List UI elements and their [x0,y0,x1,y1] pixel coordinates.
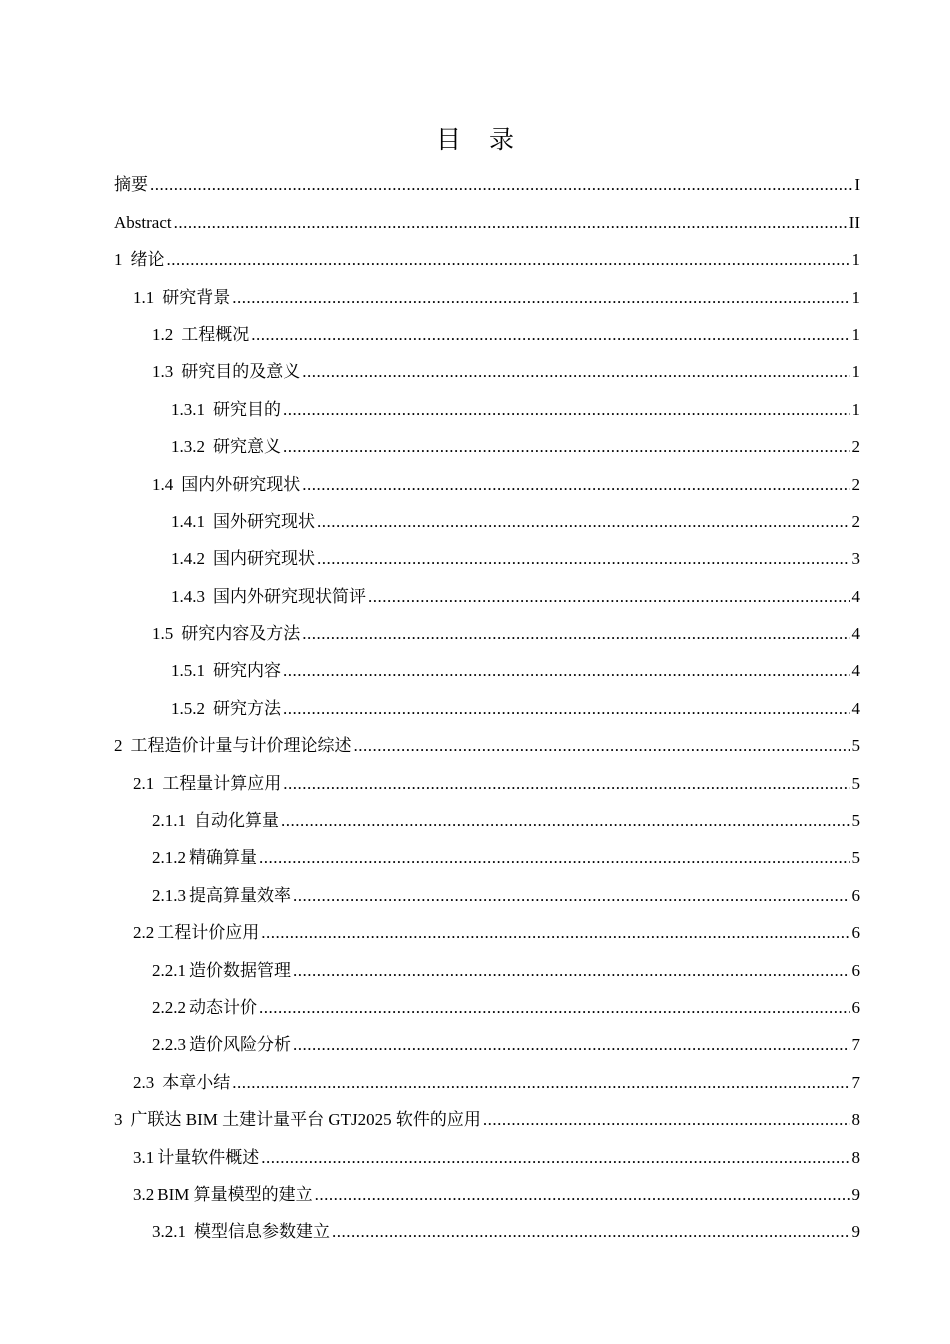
toc-dot-leader [317,512,850,532]
toc-entry[interactable] [114,912,860,949]
toc-entry-label [133,1185,313,1205]
toc-entry-page-number: 9 [851,1222,860,1242]
toc-entry[interactable] [114,1061,860,1098]
toc-entry-label [171,400,281,420]
toc-dot-leader [315,1185,850,1205]
toc-entry-number: 1 [114,250,123,270]
toc-entry-label [152,848,257,868]
toc-entry-page-number: 1 [851,399,860,419]
toc-entry[interactable] [114,687,860,724]
page-title [0,120,950,156]
toc-entry-label [171,699,281,719]
toc-dot-leader [293,1035,850,1055]
toc-entry-label [171,437,281,457]
toc-entry-number: 2.1.3 [152,885,186,905]
toc-entry[interactable] [114,800,860,837]
toc-entry-page-number: 6 [851,960,860,980]
toc-entry-text: 工程造价计量与计价理论综述 [130,736,352,756]
toc-dot-leader [167,250,850,270]
toc-dot-leader [232,288,849,308]
toc-dot-leader [354,736,850,756]
toc-entry-page-number: 1 [851,362,860,382]
toc-dot-leader [293,961,850,981]
toc-dot-leader [261,1148,849,1168]
toc-entry-number: 1.4.1 [171,511,205,531]
toc-entry-label [114,213,172,233]
toc-entry[interactable] [114,201,860,238]
toc-entry-text: 国内研究现状 [213,549,315,569]
toc-entry-text: 研究目的 [213,399,281,419]
toc-entry-page-number: 6 [851,997,860,1017]
toc-entry-page-number: II [848,212,860,232]
toc-entry-page-number: 1 [851,287,860,307]
toc-entry-label [114,736,352,756]
toc-entry-page-number: 2 [851,474,860,494]
toc-entry-number: 2.3 [133,1072,155,1092]
toc-entry-page-number: I [854,175,860,195]
toc-entry-text: 研究方法 [213,698,281,718]
toc-entry-number: 3.2.1 [152,1222,186,1242]
toc-entry-label [171,587,366,607]
toc-dot-leader [283,437,850,457]
toc-entry-number: 3 [114,1110,123,1130]
toc-entry-page-number: 4 [851,586,860,606]
toc-entry-text: 模型信息参数建立 [194,1222,330,1242]
toc-entry-page-number: 5 [851,773,860,793]
toc-entry[interactable] [114,650,860,687]
toc-entry-page-number: 4 [851,624,860,644]
toc-entry[interactable] [114,1211,860,1248]
toc-entry-text: 造价数据管理 [189,960,291,980]
toc-entry-label [152,811,279,831]
toc-entry-number: 1.1 [133,287,155,307]
toc-entry-number: 2.2.2 [152,997,186,1017]
toc-entry[interactable] [114,613,860,650]
page-title-part1: 目 [435,127,461,154]
toc-entry-text: 工程概况 [181,324,250,344]
toc-entry[interactable] [114,1174,860,1211]
toc-entry-page-number: 4 [851,698,860,718]
toc-entry[interactable] [114,351,860,388]
toc-entry-text: 精确算量 [189,848,257,868]
toc-entry-text: Abstract [114,212,172,232]
toc-entry[interactable] [114,314,860,351]
toc-entry-label [152,1222,330,1242]
toc-entry-label [152,1035,291,1055]
toc-entry[interactable] [114,949,860,986]
toc-entry-text: 计量软件概述 [157,1147,260,1167]
toc-entry-number: 1.5.2 [171,698,205,718]
toc-entry[interactable] [114,538,860,575]
toc-entry-number: 1.3 [152,362,174,382]
toc-entry[interactable] [114,276,860,313]
toc-entry-label [152,325,249,345]
toc-entry-text: 广联达 BIM 土建计量平台 GTJ2025 软件的应用 [130,1110,481,1130]
toc-dot-leader [251,325,849,345]
toc-entry-page-number: 5 [851,736,860,756]
toc-dot-leader [283,774,849,794]
toc-entry-number: 1.5.1 [171,661,205,681]
toc-entry-number: 1.4.2 [171,549,205,569]
toc-entry-page-number: 2 [851,437,860,457]
toc-entry-number: 3.1 [133,1147,155,1167]
toc-entry-number: 1.5 [152,624,174,644]
toc-entry-label [133,923,259,943]
toc-entry-page-number: 9 [851,1184,860,1204]
toc-entry-page-number: 6 [851,885,860,905]
toc-entry-text: 工程量计算应用 [162,773,282,793]
toc-entry-text: 本章小结 [162,1072,231,1092]
toc-dot-leader [150,175,852,195]
toc-entry-page-number: 5 [851,848,860,868]
toc-entry-number: 2.2.3 [152,1035,186,1055]
toc-entry-number: 1.4 [152,474,174,494]
toc-entry-page-number: 7 [851,1072,860,1092]
toc-entry[interactable] [114,1136,860,1173]
toc-entry-page-number: 1 [851,324,860,344]
toc-entry-text: 绪论 [130,250,165,270]
toc-entry-text: 国内外研究现状简评 [213,586,366,606]
toc-entry-text: 研究目的及意义 [181,362,301,382]
toc-entry-number: 1.3.2 [171,437,205,457]
toc-entry-text: 提高算量效率 [189,885,291,905]
toc-entry-label [152,624,300,644]
toc-dot-leader [174,213,847,233]
toc-entry[interactable] [114,388,860,425]
toc-dot-leader [302,475,849,495]
toc-dot-leader [283,400,850,420]
toc-entry-page-number: 1 [851,250,860,270]
toc-entry[interactable] [114,987,860,1024]
toc-entry[interactable] [114,239,860,276]
toc-dot-leader [283,661,850,681]
toc-dot-leader [368,587,850,607]
toc-entry-text: 自动化算量 [194,811,279,831]
toc-entry-page-number: 3 [851,549,860,569]
toc-entry-label [133,288,230,308]
toc-entry[interactable] [114,426,860,463]
toc-entry-number: 1.2 [152,324,174,344]
toc-entry-text: 研究意义 [213,437,281,457]
toc-entry-label [133,1073,230,1093]
toc-entry[interactable] [114,463,860,500]
toc-entry[interactable] [114,1024,860,1061]
toc-entry-page-number: 2 [851,511,860,531]
toc-entry[interactable] [114,164,860,201]
toc-entry[interactable] [114,762,860,799]
toc-entry[interactable] [114,501,860,538]
toc-dot-leader [283,699,850,719]
toc-entry-page-number: 6 [851,923,860,943]
toc-entry-text: 研究内容及方法 [181,624,301,644]
toc-entry-label [152,961,291,981]
toc-entry[interactable] [114,1099,860,1136]
page-title-part2: 录 [489,127,515,154]
toc-entry-text: 国外研究现状 [213,511,315,531]
toc-entry-label [133,1148,259,1168]
toc-dot-leader [232,1073,849,1093]
toc-dot-leader [483,1110,850,1130]
toc-dot-leader [302,624,849,644]
toc-entry-number: 2 [114,736,123,756]
toc-entry-text: 工程计价应用 [157,923,260,943]
toc-entry-number: 3.2 [133,1184,155,1204]
toc-entry-number: 2.1 [133,773,155,793]
table-of-contents [114,164,860,1248]
toc-entry-text: 国内外研究现状 [181,474,301,494]
toc-dot-leader [281,811,850,831]
toc-entry-number: 2.2.1 [152,960,186,980]
toc-entry-text: 造价风险分析 [189,1035,291,1055]
toc-entry-label [171,661,281,681]
toc-entry-number: 1.3.1 [171,399,205,419]
toc-entry-number: 2.2 [133,923,155,943]
toc-entry-text: 动态计价 [189,997,257,1017]
toc-dot-leader [261,923,849,943]
toc-entry-label [152,362,300,382]
toc-entry-label [152,998,257,1018]
toc-entry-number: 2.1.2 [152,848,186,868]
toc-entry-text: 研究内容 [213,661,281,681]
toc-entry-label [133,774,281,794]
toc-entry-label [114,175,148,195]
toc-dot-leader [302,362,849,382]
toc-entry[interactable] [114,837,860,874]
toc-entry-label [114,1110,481,1130]
toc-entry-text: 摘要 [114,175,148,195]
toc-entry-number: 1.4.3 [171,586,205,606]
toc-entry[interactable] [114,575,860,612]
toc-dot-leader [259,848,850,868]
toc-entry-label [152,475,300,495]
toc-entry-label [152,886,291,906]
toc-entry[interactable] [114,725,860,762]
toc-entry-page-number: 8 [851,1110,860,1130]
toc-entry-label [171,549,315,569]
toc-entry-text: 研究背景 [162,287,231,307]
toc-dot-leader [332,1222,850,1242]
toc-dot-leader [317,549,850,569]
toc-dot-leader [259,998,850,1018]
toc-entry[interactable] [114,874,860,911]
toc-entry-number: 2.1.1 [152,811,186,831]
toc-entry-page-number: 8 [851,1147,860,1167]
toc-entry-page-number: 7 [851,1035,860,1055]
toc-entry-page-number: 5 [851,811,860,831]
toc-entry-label [114,250,165,270]
toc-entry-page-number: 4 [851,661,860,681]
toc-entry-text: BIM 算量模型的建立 [157,1184,313,1204]
toc-entry-label [171,512,315,532]
toc-dot-leader [293,886,850,906]
